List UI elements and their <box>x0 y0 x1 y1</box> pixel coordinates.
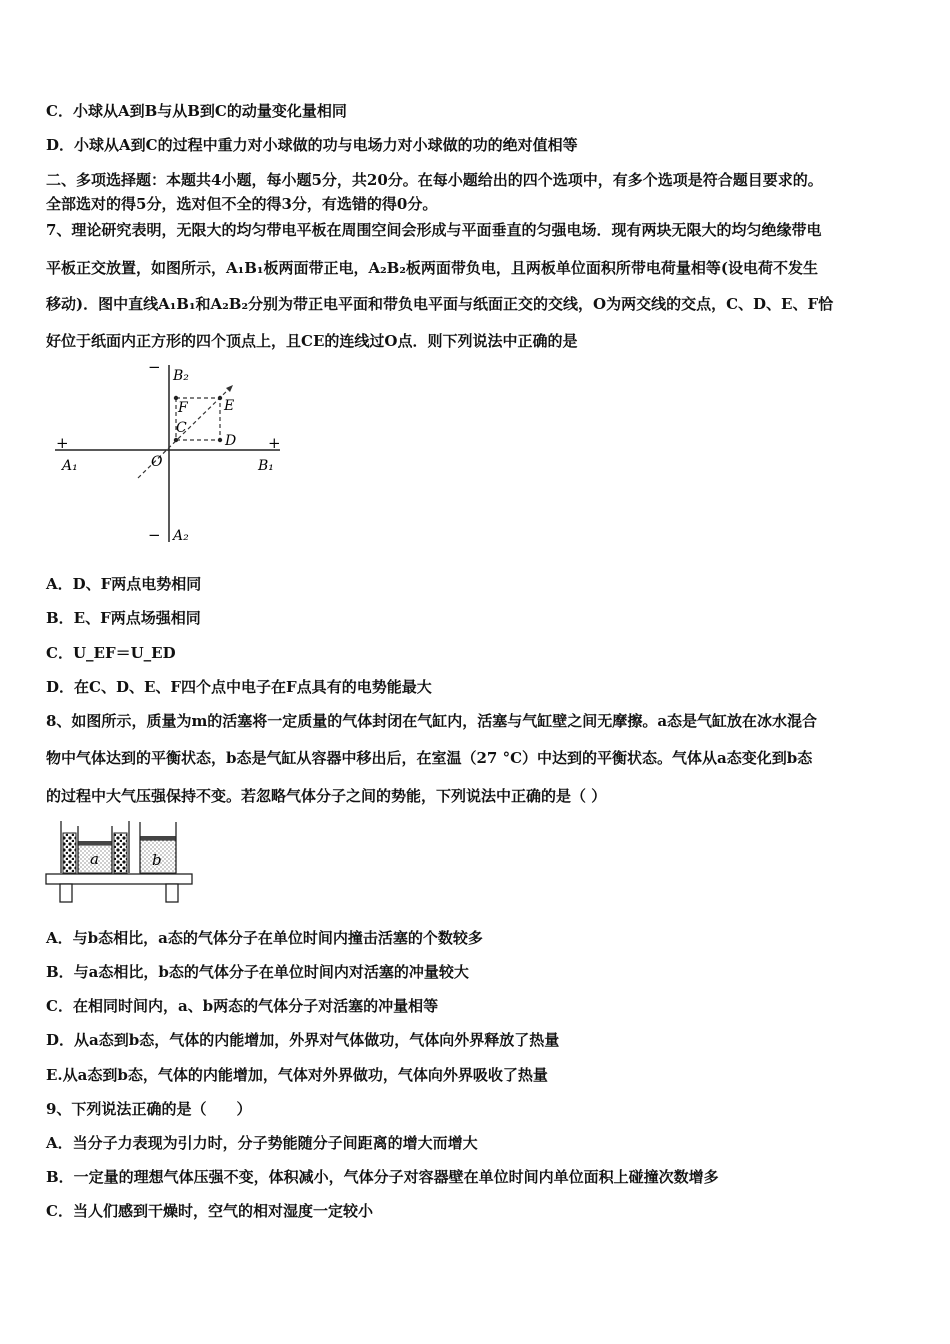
q7-figure <box>50 360 290 550</box>
sign-left: + <box>56 434 69 452</box>
sign-top: − <box>148 360 161 376</box>
table-leg-right <box>166 884 178 902</box>
ice-water-left <box>63 833 76 873</box>
q9-option-b: B．一定量的理想气体压强不变，体积减小，气体分子对容器壁在单位时间内单位面积上碰撞次数增多 <box>46 1168 719 1186</box>
q7-stem-line1: 7、理论研究表明，无限大的均匀带电平板在周围空间会形成与平面垂直的匀强电场．现有两块无限大的均匀绝缘带电 <box>46 221 822 239</box>
q7-option-c: C．U_EF＝U_ED <box>46 644 176 662</box>
q9-stem: 9、下列说法正确的是（ ） <box>46 1100 252 1118</box>
point-d <box>218 438 222 442</box>
label-f: F <box>178 400 188 416</box>
label-c: C <box>176 420 187 436</box>
section-heading-line2: 全部选对的得5分，选对但不全的得3分，有选错的得0分。 <box>46 195 438 213</box>
label-b2: B₂ <box>173 368 189 384</box>
label-e: E <box>224 398 235 414</box>
q9-option-a: A．当分子力表现为引力时，分子势能随分子间距离的增大而增大 <box>46 1134 478 1152</box>
ice-water-right <box>114 833 127 873</box>
piston-a <box>78 841 112 845</box>
point-c <box>174 438 178 442</box>
label-a: a <box>90 850 99 868</box>
q8-stem-line1: 8、如图所示，质量为m的活塞将一定质量的气体封闭在气缸内，活塞与气缸壁之间无摩擦。a态是气缸放在冰水混合 <box>46 712 818 730</box>
q7-option-d: D．在C、D、E、F四个点中电子在F点具有的电势能最大 <box>46 678 432 696</box>
q7-option-a: A．D、F两点电势相同 <box>46 575 202 593</box>
label-a2: A₂ <box>173 528 189 544</box>
q8-option-c: C．在相同时间内，a、b两态的气体分子对活塞的冲量相等 <box>46 997 439 1015</box>
q7-stem-line3: 移动)．图中直线A₁B₁和A₂B₂分别为带正电平面和带负电平面与纸面正交的交线，O为两交线的交点，C、D、E、F恰 <box>46 295 834 313</box>
q7-option-b: B．E、F两点场强相同 <box>46 609 201 627</box>
q8-option-b: B．与a态相比，b态的气体分子在单位时间内对活塞的冲量较大 <box>46 963 469 981</box>
piston-b <box>140 836 176 840</box>
q6-option-c: C．小球从A到B与从B到C的动量变化量相同 <box>46 102 347 120</box>
q8-stem-line3: 的过程中大气压强保持不变。若忽略气体分子之间的势能，下列说法中正确的是（ ） <box>46 787 607 805</box>
q6-option-d: D．小球从A到C的过程中重力对小球做的功与电场力对小球做的功的绝对值相等 <box>46 136 578 154</box>
table-leg-left <box>60 884 72 902</box>
arrow-head <box>226 385 233 392</box>
q8-option-a: A．与b态相比，a态的气体分子在单位时间内撞击活塞的个数较多 <box>46 929 483 947</box>
q9-option-c: C．当人们感到干燥时，空气的相对湿度一定较小 <box>46 1202 373 1220</box>
label-b: b <box>152 851 162 869</box>
q8-stem-line2: 物中气体达到的平衡状态，b态是气缸从容器中移出后，在室温（27 °C）中达到的平衡状态。气体从a态变化到b态 <box>46 749 813 767</box>
q8-option-e: E.从a态到b态，气体的内能增加，气体对外界做功，气体向外界吸收了热量 <box>46 1066 548 1084</box>
section-heading-line1: 二、多项选择题：本题共4小题，每小题5分，共20分。在每小题给出的四个选项中，有多个选项是符合题目要求的。 <box>46 171 823 189</box>
q7-stem-line2: 平板正交放置，如图所示，A₁B₁板两面带正电，A₂B₂板两面带负电，且两板单位面积所带电荷量相等(设电荷不发生 <box>46 259 819 277</box>
point-e <box>218 396 222 400</box>
table-top <box>46 874 192 884</box>
label-a1: A₁ <box>62 458 78 474</box>
sign-right: + <box>268 434 281 452</box>
q7-stem-line4: 好位于纸面内正方形的四个顶点上，且CE的连线过O点．则下列说法中正确的是 <box>46 332 578 350</box>
label-b1: B₁ <box>258 458 274 474</box>
label-d: D <box>225 433 237 449</box>
q8-figure <box>44 818 196 906</box>
label-o: O <box>151 454 163 470</box>
sign-bottom: − <box>148 526 161 544</box>
q8-option-d: D．从a态到b态，气体的内能增加，外界对气体做功，气体向外界释放了热量 <box>46 1031 560 1049</box>
